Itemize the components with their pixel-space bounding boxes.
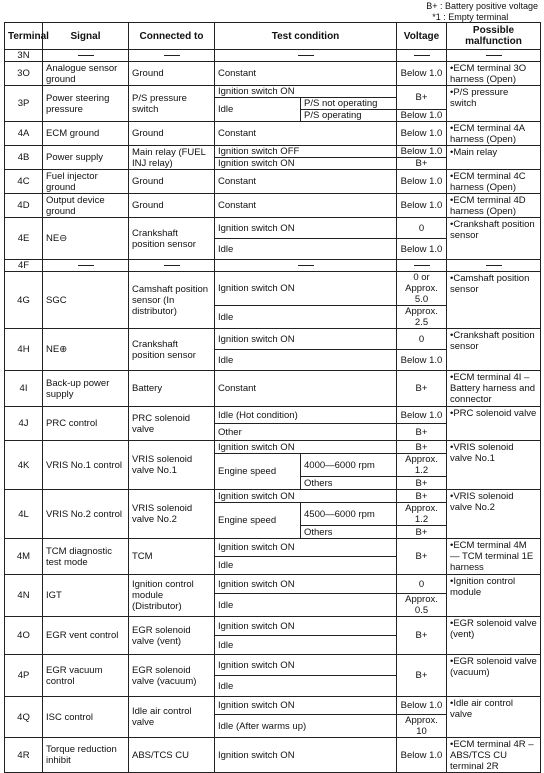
signal-cell: NE⊖ — [43, 218, 129, 260]
voltage-cell: Below 1.0 — [397, 697, 447, 715]
voltage-cell: Below 1.0 — [397, 62, 447, 86]
malfunction-text: • ECM terminal 3O harness (Open) — [450, 63, 526, 85]
malfunction-text: • P/S pressure switch — [450, 87, 508, 109]
malfunction-text: • Idle air control valve — [450, 698, 513, 720]
test-condition-cell: Constant — [215, 122, 397, 146]
terminal-cell: 4C — [5, 170, 43, 194]
sub-condition-cell: 4500—6000 rpm — [301, 503, 397, 526]
legend-notes — [426, 1, 538, 23]
malfunction-cell — [447, 218, 541, 260]
empty-dash — [215, 50, 397, 62]
table-row — [5, 50, 541, 62]
voltage-cell: Below 1.0 — [397, 194, 447, 218]
malfunction-text: • PRC solenoid valve — [450, 408, 536, 419]
voltage-cell: B+ — [397, 490, 447, 503]
malfunction-cell — [447, 617, 541, 655]
table-row — [5, 218, 541, 239]
terminal-cell: 4N — [5, 575, 43, 617]
malfunction-cell — [447, 407, 541, 441]
table-row — [5, 441, 541, 454]
malfunction-text: • VRIS solenoid valve No.1 — [450, 442, 514, 464]
connected-to-cell: Ground — [129, 122, 215, 146]
empty-dash — [43, 260, 129, 272]
connected-to-cell: Ground — [129, 62, 215, 86]
malfunction-text: • ECM terminal 4D harness (Open) — [450, 195, 526, 217]
test-condition-cell: Ignition switch ON — [215, 655, 397, 676]
malfunction-cell — [447, 539, 541, 575]
connected-to-cell: Camshaft position sensor (In distributor) — [129, 272, 215, 329]
connected-to-cell: ABS/TCS CU — [129, 738, 215, 773]
empty-dash — [215, 260, 397, 272]
table-row — [5, 575, 541, 594]
terminal-cell: 4G — [5, 272, 43, 329]
table-row — [5, 490, 541, 503]
header-connected-to: Connected to — [129, 23, 215, 50]
note-bplus: B+ : Battery positive voltage — [426, 1, 538, 11]
signal-cell: NE⊕ — [43, 329, 129, 371]
voltage-cell: B+ — [397, 526, 447, 539]
header-signal: Signal — [43, 23, 129, 50]
malfunction-text: • EGR solenoid valve (vacuum) — [450, 656, 537, 678]
voltage-cell: B+ — [397, 655, 447, 697]
header-voltage: Voltage — [397, 23, 447, 50]
test-condition-cell: Idle — [215, 239, 397, 260]
ecm-terminal-table — [4, 22, 541, 773]
connected-to-cell: Ground — [129, 194, 215, 218]
malfunction-cell — [447, 86, 541, 122]
table-row — [5, 272, 541, 306]
test-condition-cell: Ignition switch ON — [215, 218, 397, 239]
table-row — [5, 655, 541, 676]
malfunction-cell — [447, 170, 541, 194]
voltage-cell: Approx. 0.5 — [397, 594, 447, 617]
malfunction-text: • ECM terminal 4R – ABS/TCS CU terminal 2R — [450, 739, 534, 772]
voltage-cell: Below 1.0 — [397, 170, 447, 194]
header-test-condition: Test condition — [215, 23, 397, 50]
malfunction-text: • ECM terminal 4A harness (Open) — [450, 123, 525, 145]
malfunction-text: • ECM terminal 4I – Battery harness and connector — [450, 372, 535, 405]
signal-cell: EGR vacuum control — [43, 655, 129, 697]
voltage-cell: Below 1.0 — [397, 738, 447, 773]
signal-cell: VRIS No.1 control — [43, 441, 129, 490]
test-condition-cell: Idle — [215, 594, 397, 617]
voltage-cell: Below 1.0 — [397, 350, 447, 371]
voltage-cell: 0 or Approx. 5.0 — [397, 272, 447, 306]
empty-dash — [129, 50, 215, 62]
test-condition-cell: Ignition switch ON — [215, 575, 397, 594]
malfunction-cell — [447, 371, 541, 407]
sub-condition-cell: Others — [301, 526, 397, 539]
malfunction-cell — [447, 697, 541, 738]
header-terminal: Terminal — [5, 23, 43, 50]
test-condition-cell: Ignition switch ON — [215, 272, 397, 306]
voltage-cell: B+ — [397, 371, 447, 407]
voltage-cell: Below 1.0 — [397, 122, 447, 146]
connected-to-cell: Idle air control valve — [129, 697, 215, 738]
voltage-cell: B+ — [397, 424, 447, 441]
signal-cell: EGR vent control — [43, 617, 129, 655]
connected-to-cell: Main relay (FUEL INJ relay) — [129, 146, 215, 170]
malfunction-cell — [447, 194, 541, 218]
malfunction-cell — [447, 490, 541, 539]
malfunction-cell — [447, 272, 541, 329]
voltage-cell: Approx. 1.2 — [397, 503, 447, 526]
voltage-cell: B+ — [397, 158, 447, 170]
terminal-cell: 4H — [5, 329, 43, 371]
test-condition-cell: Engine speed — [215, 503, 301, 539]
signal-cell: IGT — [43, 575, 129, 617]
test-condition-cell: Ignition switch ON — [215, 158, 397, 170]
table-row — [5, 62, 541, 86]
malfunction-text: • EGR solenoid valve (vent) — [450, 618, 537, 640]
malfunction-text: • Camshaft position sensor — [450, 273, 529, 295]
connected-to-cell: Ground — [129, 170, 215, 194]
table-row — [5, 738, 541, 773]
voltage-cell: Below 1.0 — [397, 110, 447, 122]
voltage-cell: Below 1.0 — [397, 239, 447, 260]
table-row — [5, 194, 541, 218]
table-row — [5, 146, 541, 158]
table-row — [5, 617, 541, 636]
test-condition-cell: Idle (After warms up) — [215, 715, 397, 738]
empty-dash — [447, 260, 541, 272]
voltage-cell: 0 — [397, 218, 447, 239]
connected-to-cell: Ignition control module (Distributor) — [129, 575, 215, 617]
test-condition-cell: Ignition switch OFF — [215, 146, 397, 158]
test-condition-cell: Ignition switch ON — [215, 86, 397, 98]
sub-condition-cell: 4000—6000 rpm — [301, 454, 397, 477]
signal-cell: Analogue sensor ground — [43, 62, 129, 86]
terminal-cell: 3P — [5, 86, 43, 122]
malfunction-cell — [447, 122, 541, 146]
table-row — [5, 86, 541, 98]
terminal-cell: 3N — [5, 50, 43, 62]
voltage-cell: B+ — [397, 539, 447, 575]
voltage-cell: 0 — [397, 329, 447, 350]
signal-cell: PRC control — [43, 407, 129, 441]
voltage-cell: B+ — [397, 441, 447, 454]
malfunction-cell — [447, 62, 541, 86]
terminal-cell: 4D — [5, 194, 43, 218]
malfunction-text: • ECM terminal 4C harness (Open) — [450, 171, 526, 193]
signal-cell: TCM diagnostic test mode — [43, 539, 129, 575]
table-row — [5, 407, 541, 424]
test-condition-cell: Idle (Hot condition) — [215, 407, 397, 424]
test-condition-cell: Constant — [215, 371, 397, 407]
connected-to-cell: Crankshaft position sensor — [129, 329, 215, 371]
header-row — [5, 23, 541, 50]
malfunction-text: • VRIS solenoid valve No.2 — [450, 491, 514, 513]
test-condition-cell: Ignition switch ON — [215, 441, 397, 454]
terminal-cell: 4M — [5, 539, 43, 575]
terminal-cell: 4R — [5, 738, 43, 773]
voltage-cell: Below 1.0 — [397, 407, 447, 424]
voltage-cell: Approx. 1.2 — [397, 454, 447, 477]
connected-to-cell: TCM — [129, 539, 215, 575]
malfunction-cell — [447, 655, 541, 697]
connected-to-cell: Battery — [129, 371, 215, 407]
empty-dash — [397, 260, 447, 272]
header-possible-malfunction: Possible malfunction — [447, 23, 541, 50]
test-condition-cell: Constant — [215, 170, 397, 194]
voltage-cell: Below 1.0 — [397, 146, 447, 158]
voltage-cell: 0 — [397, 575, 447, 594]
signal-cell: Output device ground — [43, 194, 129, 218]
signal-cell: Power steering pressure — [43, 86, 129, 122]
connected-to-cell: VRIS solenoid valve No.1 — [129, 441, 215, 490]
test-condition-cell: Idle — [215, 676, 397, 697]
voltage-cell: B+ — [397, 617, 447, 655]
sub-condition-cell: P/S operating — [301, 110, 397, 122]
table-row — [5, 371, 541, 407]
connected-to-cell: EGR solenoid valve (vent) — [129, 617, 215, 655]
connected-to-cell: P/S pressure switch — [129, 86, 215, 122]
terminal-cell: 4L — [5, 490, 43, 539]
terminal-cell: 4F — [5, 260, 43, 272]
malfunction-cell — [447, 441, 541, 490]
test-condition-cell: Ignition switch ON — [215, 617, 397, 636]
signal-cell: Power supply — [43, 146, 129, 170]
test-condition-cell: Idle — [215, 636, 397, 655]
voltage-cell: B+ — [397, 477, 447, 490]
table-row — [5, 170, 541, 194]
empty-dash — [129, 260, 215, 272]
empty-dash — [43, 50, 129, 62]
connected-to-cell: Crankshaft position sensor — [129, 218, 215, 260]
empty-dash — [397, 50, 447, 62]
malfunction-text: • Main relay — [450, 147, 497, 158]
empty-dash — [447, 50, 541, 62]
test-condition-cell: Engine speed — [215, 454, 301, 490]
table-row — [5, 697, 541, 715]
sub-condition-cell: P/S not operating — [301, 98, 397, 110]
terminal-cell: 4O — [5, 617, 43, 655]
test-condition-cell: Ignition switch ON — [215, 329, 397, 350]
terminal-cell: 4Q — [5, 697, 43, 738]
malfunction-cell — [447, 575, 541, 617]
malfunction-cell — [447, 146, 541, 170]
test-condition-cell: Idle — [215, 98, 301, 122]
signal-cell: ISC control — [43, 697, 129, 738]
malfunction-text: • ECM terminal 4M — TCM terminal 1E harness — [450, 540, 533, 573]
terminal-cell: 4B — [5, 146, 43, 170]
terminal-cell: 4P — [5, 655, 43, 697]
terminal-cell: 4E — [5, 218, 43, 260]
signal-cell: Fuel injector ground — [43, 170, 129, 194]
test-condition-cell: Ignition switch ON — [215, 738, 397, 773]
terminal-cell: 3O — [5, 62, 43, 86]
table-row — [5, 260, 541, 272]
test-condition-cell: Idle — [215, 557, 397, 575]
signal-cell: VRIS No.2 control — [43, 490, 129, 539]
note-empty-terminal: *1 : Empty terminal — [432, 12, 509, 22]
connected-to-cell: EGR solenoid valve (vacuum) — [129, 655, 215, 697]
connected-to-cell: PRC solenoid valve — [129, 407, 215, 441]
table-row — [5, 122, 541, 146]
test-condition-cell: Constant — [215, 62, 397, 86]
signal-cell: Back-up power supply — [43, 371, 129, 407]
malfunction-cell — [447, 329, 541, 371]
test-condition-cell: Ignition switch ON — [215, 539, 397, 557]
test-condition-cell: Ignition switch ON — [215, 490, 397, 503]
test-condition-cell: Constant — [215, 194, 397, 218]
malfunction-text: • Crankshaft position sensor — [450, 219, 535, 241]
signal-cell: SGC — [43, 272, 129, 329]
voltage-cell: Approx. 2.5 — [397, 306, 447, 329]
signal-cell: Torque reduction inhibit — [43, 738, 129, 773]
terminal-cell: 4A — [5, 122, 43, 146]
table-row — [5, 539, 541, 557]
malfunction-cell — [447, 738, 541, 773]
malfunction-text: • Ignition control module — [450, 576, 515, 598]
terminal-cell: 4I — [5, 371, 43, 407]
terminal-cell: 4K — [5, 441, 43, 490]
voltage-cell: Approx. 10 — [397, 715, 447, 738]
signal-cell: ECM ground — [43, 122, 129, 146]
test-condition-cell: Other — [215, 424, 397, 441]
test-condition-cell: Ignition switch ON — [215, 697, 397, 715]
connected-to-cell: VRIS solenoid valve No.2 — [129, 490, 215, 539]
test-condition-cell: Idle — [215, 350, 397, 371]
malfunction-text: • Crankshaft position sensor — [450, 330, 535, 352]
table-row — [5, 329, 541, 350]
terminal-cell: 4J — [5, 407, 43, 441]
voltage-cell: B+ — [397, 86, 447, 110]
sub-condition-cell: Others — [301, 477, 397, 490]
test-condition-cell: Idle — [215, 306, 397, 329]
